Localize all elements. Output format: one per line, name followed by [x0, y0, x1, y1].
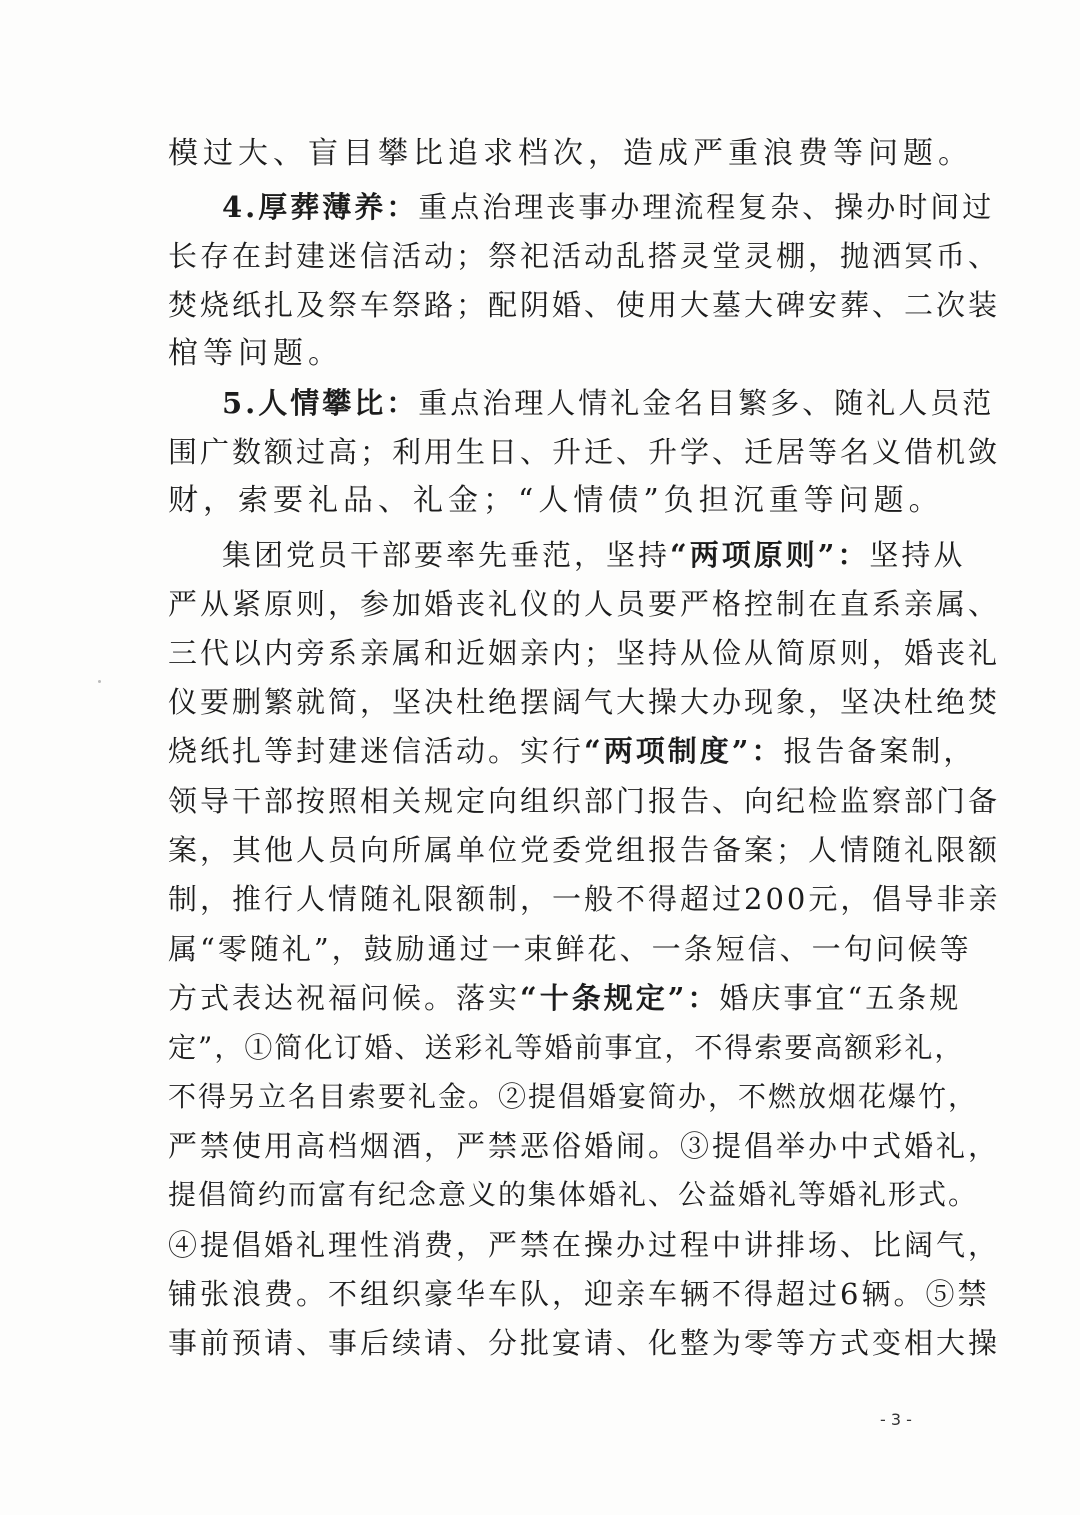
text-line [168, 925, 972, 973]
bold-heading-text: 5.人情攀比： [222, 386, 419, 420]
body-text: 制，推行人情随礼限额制，一般不得超过200元，倡导非亲 [168, 882, 1001, 916]
text-line [168, 1221, 1001, 1269]
body-text: 婚庆事宜“五条规 [719, 981, 962, 1015]
text-line [168, 1122, 1001, 1170]
text-line [168, 232, 1001, 280]
page-number: - 3 - [880, 1410, 912, 1429]
bold-heading-text: “十条规定”： [520, 981, 720, 1015]
text-line [222, 183, 995, 231]
body-text: 重点治理人情礼金名目繁多、随礼人员范 [418, 386, 995, 420]
scan-speck [98, 680, 101, 683]
body-text: 事前预请、事后续请、分批宴请、化整为零等方式变相大操 [168, 1326, 1001, 1360]
text-line [168, 281, 1001, 329]
body-text: 长存在封建迷信活动；祭祀活动乱搭灵堂灵棚，抛洒冥币、 [168, 239, 1001, 273]
text-line [168, 826, 1001, 874]
text-line [168, 1024, 965, 1072]
body-text: 定”，①简化订婚、送彩礼等婚前事宜，不得索要高额彩礼， [168, 1031, 965, 1064]
body-text: 属“零随礼”，鼓励通过一束鲜花、一条短信、一句问候等 [168, 932, 972, 966]
bold-heading-text: “两项原则”： [670, 538, 870, 572]
text-line [222, 379, 995, 427]
text-line [168, 678, 1001, 726]
text-line [168, 477, 944, 525]
body-text: 不得另立名目索要礼金。②提倡婚宴简办，不燃放烟花爆竹， [168, 1080, 979, 1113]
body-text: 棺等问题。 [168, 336, 343, 371]
bold-heading-text: 4.厚葬薄养： [222, 190, 419, 224]
body-text: 提倡简约而富有纪念意义的集体婚礼、公益婚礼等婚礼形式。 [168, 1178, 979, 1211]
text-line [168, 1073, 979, 1121]
body-text: 案，其他人员向所属单位党委党组报告备案；人情随礼限额 [168, 833, 1001, 867]
text-line [168, 777, 1001, 825]
text-line [168, 1270, 990, 1318]
text-line [168, 580, 1001, 628]
body-text: 坚持从 [869, 538, 966, 572]
text-line [168, 727, 976, 775]
body-text: 模过大、盲目攀比追求档次，造成严重浪费等问题。 [168, 136, 973, 171]
body-text: 三代以内旁系亲属和近姻亲内；坚持从俭从简原则，婚丧礼 [168, 636, 1001, 670]
body-text: 集团党员干部要率先垂范，坚持 [222, 538, 671, 572]
body-text: 严禁使用高档烟酒，严禁恶俗婚闹。③提倡举办中式婚礼， [168, 1129, 1001, 1163]
text-line [168, 1319, 1001, 1367]
text-line [168, 875, 1001, 923]
body-text: 严从紧原则，参加婚丧礼仪的人员要严格控制在直系亲属、 [168, 587, 1001, 621]
text-line [168, 428, 1001, 476]
text-line [168, 629, 1001, 677]
body-text: 铺张浪费。不组织豪华车队，迎亲车辆不得超过6辆。⑤禁 [168, 1277, 990, 1311]
text-line [222, 531, 982, 579]
body-text: 领导干部按照相关规定向组织部门报告、向纪检监察部门备 [168, 784, 1001, 818]
body-text: 重点治理丧事办理流程复杂、操办时间过 [418, 190, 995, 224]
body-text: 围广数额过高；利用生日、升迁、升学、迁居等名义借机敛 [168, 435, 1001, 469]
body-text: 财，索要礼品、礼金；“人情债”负担沉重等问题。 [168, 483, 944, 518]
body-text: 焚烧纸扎及祭车祭路；配阴婚、使用大墓大碑安葬、二次装 [168, 288, 1001, 322]
body-text: 烧纸扎等封建迷信活动。实行 [168, 734, 585, 768]
text-line [168, 974, 962, 1022]
body-text: 仪要删繁就简，坚决杜绝摆阔气大操大办现象，坚决杜绝焚 [168, 685, 1001, 719]
text-line [168, 130, 973, 178]
body-text: 报告备案制， [783, 734, 976, 768]
bold-heading-text: “两项制度”： [584, 734, 784, 768]
body-text: ④提倡婚礼理性消费，严禁在操办过程中讲排场、比阔气， [168, 1228, 1001, 1262]
body-text: 方式表达祝福问候。落实 [168, 981, 521, 1015]
text-line [168, 330, 928, 378]
text-line [168, 1171, 979, 1219]
